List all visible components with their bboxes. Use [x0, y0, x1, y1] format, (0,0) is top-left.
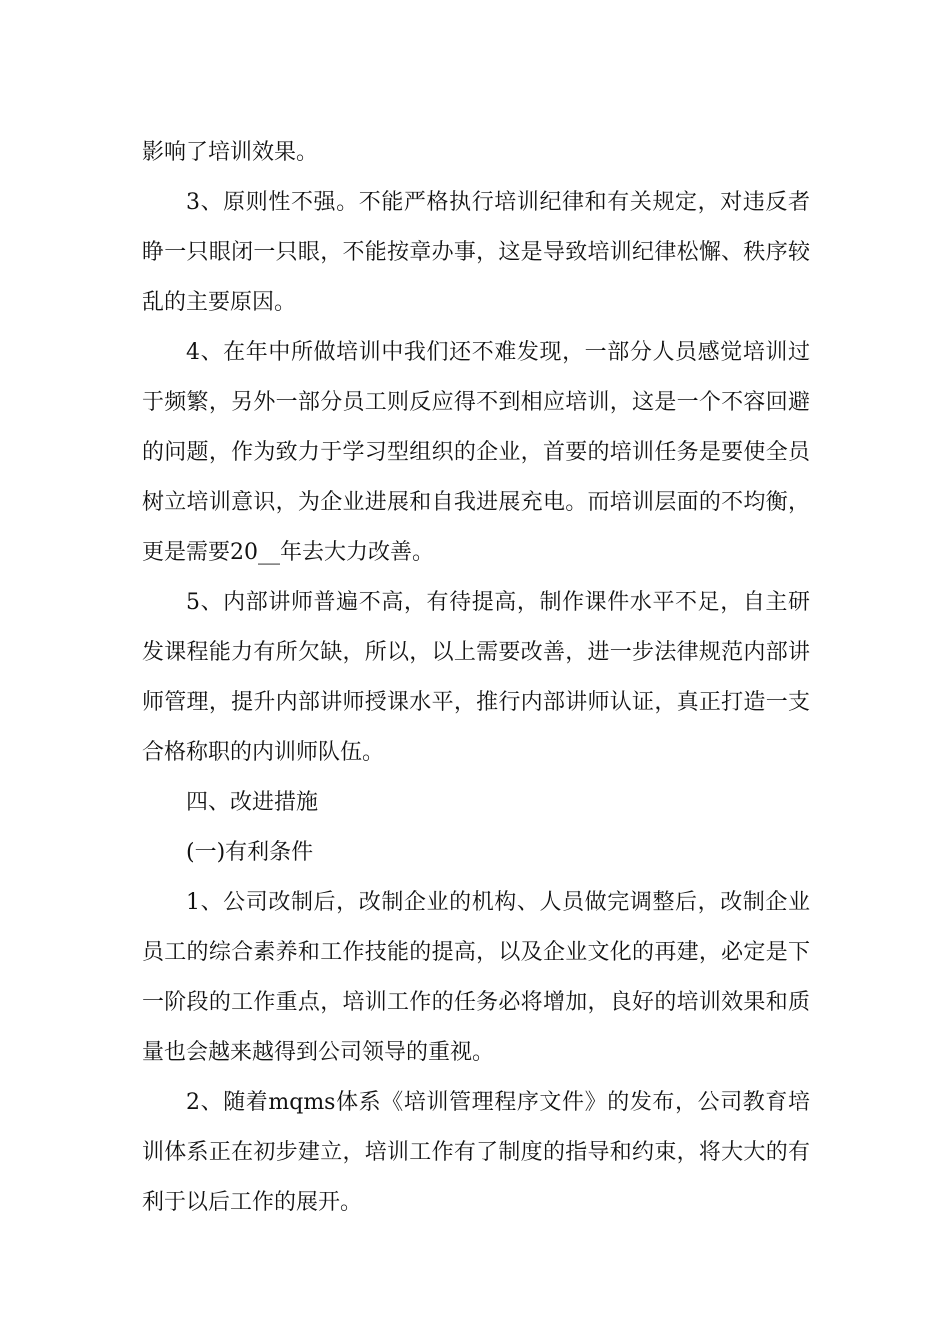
- paragraph-item-3: 3、原则性不强。不能严格执行培训纪律和有关规定，对违反者睁一只眼闭一只眼，不能按章办事，这是导致培训纪律松懈、秩序较乱的主要原因。: [142, 190, 810, 315]
- document-body: [142, 128, 810, 1228]
- section-heading-improvements: 四、改进措施: [186, 790, 319, 815]
- paragraph-condition-2: 2、随着mqms体系《培训管理程序文件》的发布，公司教育培训体系正在初步建立，培训工作有了制度的指导和约束，将大大的有利于以后工作的展开。: [142, 1090, 810, 1215]
- subsection-heading-favorable-conditions: (一)有利条件: [186, 840, 314, 865]
- paragraph-item-5: 5、内部讲师普遍不高，有待提高，制作课件水平不足，自主研发课程能力有所欠缺，所以，以上需要改善，进一步法律规范内部讲师管理，提升内部讲师授课水平，推行内部讲师认证，真正打造一支合格称职的内训师队伍。: [142, 590, 810, 765]
- paragraph-item-4: 4、在年中所做培训中我们还不难发现，一部分人员感觉培训过于频繁，另外一部分员工则反应得不到相应培训，这是一个不容回避的问题，作为致力于学习型组织的企业，首要的培训任务是要使全员树立培训意识，为企业进展和自我进展充电。而培训层面的不均衡，更是需要20__年去大力改善。: [142, 340, 810, 565]
- paragraph-condition-1: 1、公司改制后，改制企业的机构、人员做完调整后，改制企业员工的综合素养和工作技能的提高，以及企业文化的再建，必定是下一阶段的工作重点，培训工作的任务必将增加，良好的培训效果和质量也会越来越得到公司领导的重视。: [142, 890, 810, 1065]
- paragraph-continuation: 影响了培训效果。: [142, 140, 319, 165]
